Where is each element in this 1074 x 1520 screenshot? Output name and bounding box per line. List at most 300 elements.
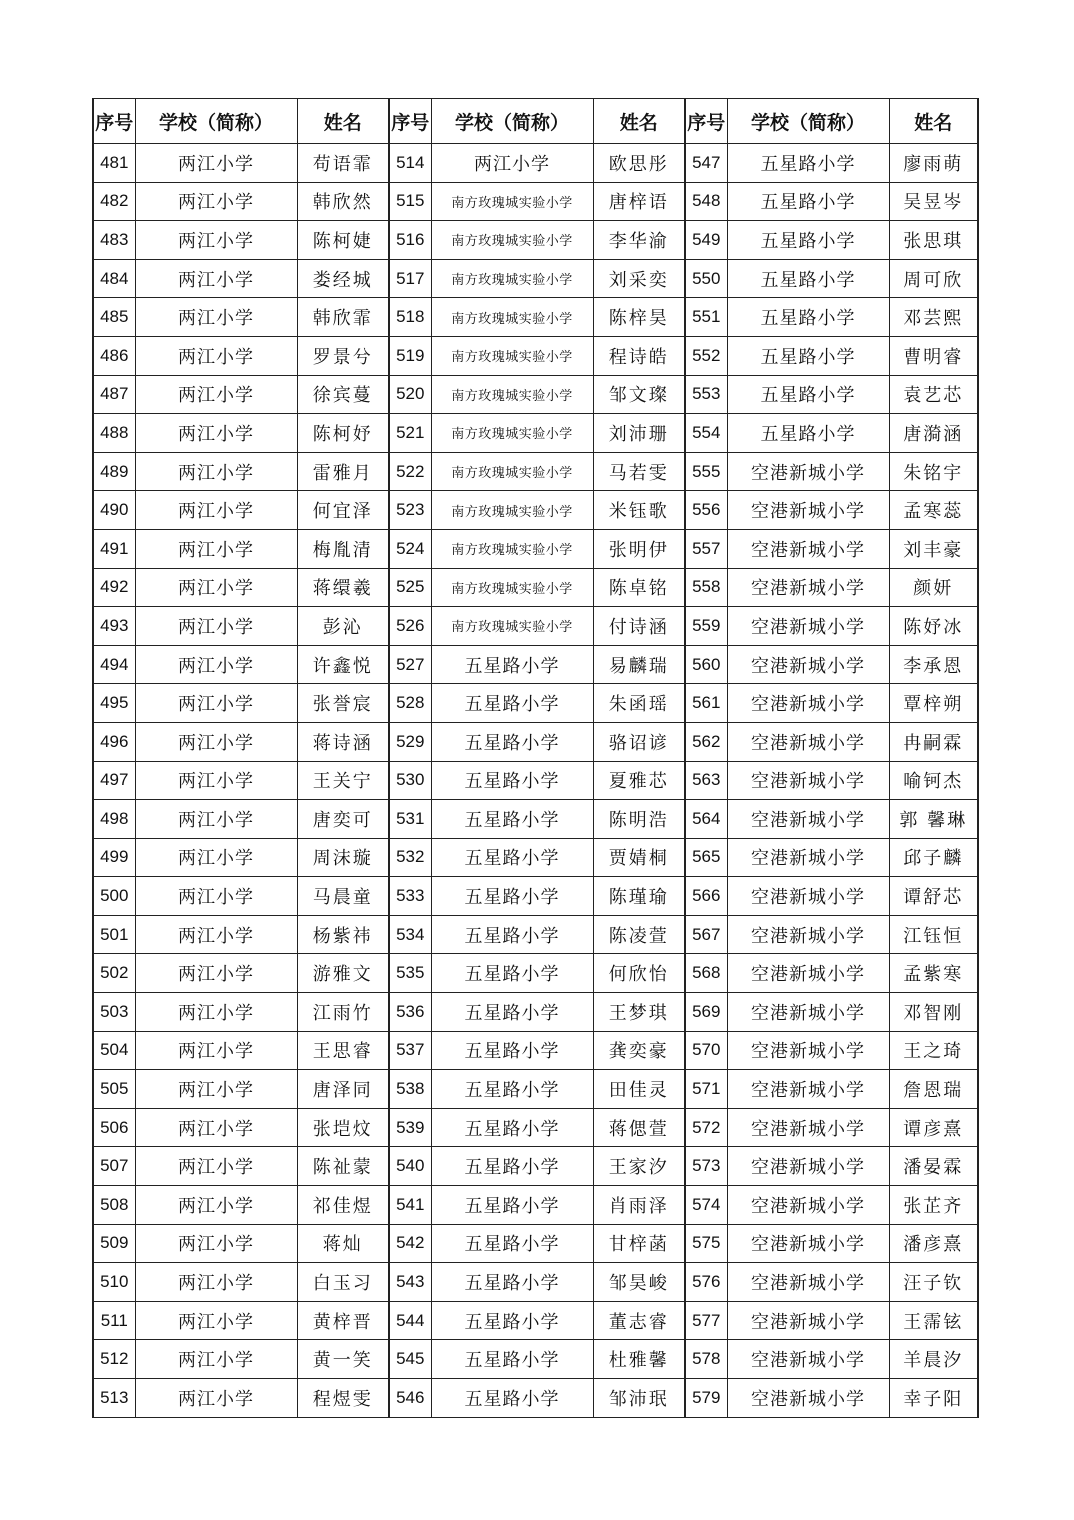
student-name-cell: 罗景兮 — [297, 336, 389, 375]
seq-cell: 539 — [389, 1108, 431, 1147]
school-cell: 空港新城小学 — [727, 1070, 889, 1109]
seq-cell: 549 — [685, 221, 727, 260]
student-name-cell: 夏雅芯 — [593, 761, 685, 800]
seq-cell: 572 — [685, 1108, 727, 1147]
school-cell: 两江小学 — [135, 1379, 297, 1418]
student-name-cell: 蒋缳羲 — [297, 568, 389, 607]
school-cell: 五星路小学 — [727, 182, 889, 221]
school-cell: 五星路小学 — [431, 1379, 593, 1418]
student-name-cell: 潘彦熹 — [889, 1224, 978, 1263]
table-row — [93, 144, 978, 183]
school-cell: 空港新城小学 — [727, 915, 889, 954]
school-cell: 五星路小学 — [431, 838, 593, 877]
school-cell: 空港新城小学 — [727, 1224, 889, 1263]
school-cell: 两江小学 — [135, 684, 297, 723]
student-name-cell: 黄梓晋 — [297, 1301, 389, 1340]
school-cell: 两江小学 — [135, 298, 297, 337]
table-row — [93, 298, 978, 337]
student-name-cell: 谭舒芯 — [889, 877, 978, 916]
seq-cell: 520 — [389, 375, 431, 414]
student-name-cell: 谭彦熹 — [889, 1108, 978, 1147]
school-cell: 五星路小学 — [727, 144, 889, 183]
student-name-cell: 黄一笑 — [297, 1340, 389, 1379]
seq-cell: 518 — [389, 298, 431, 337]
table-row — [93, 1070, 978, 1109]
school-cell: 南方玫瑰城实验小学 — [431, 375, 593, 414]
student-name-cell: 陈柯婕 — [297, 221, 389, 260]
seq-cell: 501 — [93, 915, 135, 954]
seq-cell: 490 — [93, 491, 135, 530]
seq-cell: 577 — [685, 1301, 727, 1340]
seq-cell: 571 — [685, 1070, 727, 1109]
student-name-cell: 覃梓朔 — [889, 684, 978, 723]
seq-cell: 500 — [93, 877, 135, 916]
seq-cell: 531 — [389, 800, 431, 839]
seq-cell: 566 — [685, 877, 727, 916]
student-name-cell: 詹恩瑞 — [889, 1070, 978, 1109]
student-name-cell: 唐梓语 — [593, 182, 685, 221]
student-name-cell: 王霈铉 — [889, 1301, 978, 1340]
student-name-cell: 游雅文 — [297, 954, 389, 993]
seq-cell: 491 — [93, 529, 135, 568]
seq-cell: 541 — [389, 1186, 431, 1225]
table-row — [93, 1147, 978, 1186]
student-name-cell: 邓智刚 — [889, 993, 978, 1032]
school-cell: 五星路小学 — [727, 259, 889, 298]
student-name-cell: 邹文璨 — [593, 375, 685, 414]
seq-cell: 579 — [685, 1379, 727, 1418]
table-row — [93, 1031, 978, 1070]
student-name-cell: 邓芸熙 — [889, 298, 978, 337]
table-row — [93, 915, 978, 954]
student-name-cell: 朱函瑶 — [593, 684, 685, 723]
school-cell: 两江小学 — [135, 607, 297, 646]
student-name-cell: 田佳灵 — [593, 1070, 685, 1109]
seq-cell: 546 — [389, 1379, 431, 1418]
school-cell: 空港新城小学 — [727, 800, 889, 839]
seq-cell: 524 — [389, 529, 431, 568]
student-name-cell: 欧思彤 — [593, 144, 685, 183]
seq-cell: 535 — [389, 954, 431, 993]
school-cell: 空港新城小学 — [727, 684, 889, 723]
table-row — [93, 221, 978, 260]
student-name-cell: 马晨童 — [297, 877, 389, 916]
student-name-cell: 吴昱岑 — [889, 182, 978, 221]
school-cell: 五星路小学 — [431, 761, 593, 800]
seq-cell: 529 — [389, 722, 431, 761]
student-name-cell: 王之琦 — [889, 1031, 978, 1070]
school-cell: 空港新城小学 — [727, 1186, 889, 1225]
table-row — [93, 645, 978, 684]
seq-cell: 560 — [685, 645, 727, 684]
header-row — [93, 99, 978, 144]
student-name-cell: 陈梓昊 — [593, 298, 685, 337]
table-row — [93, 993, 978, 1032]
school-cell: 空港新城小学 — [727, 838, 889, 877]
seq-cell: 484 — [93, 259, 135, 298]
table-row — [93, 259, 978, 298]
table-row — [93, 838, 978, 877]
roster-body — [93, 144, 978, 1418]
student-name-cell: 白玉习 — [297, 1263, 389, 1302]
student-name-cell: 喻钶杰 — [889, 761, 978, 800]
student-name-cell: 江钰恒 — [889, 915, 978, 954]
seq-cell: 543 — [389, 1263, 431, 1302]
student-name-cell: 蒋诗涵 — [297, 722, 389, 761]
student-name-cell: 付诗涵 — [593, 607, 685, 646]
student-name-cell: 蒋偲萱 — [593, 1108, 685, 1147]
student-name-cell: 王关宁 — [297, 761, 389, 800]
school-cell: 南方玫瑰城实验小学 — [431, 221, 593, 260]
school-cell: 五星路小学 — [431, 1301, 593, 1340]
school-cell: 空港新城小学 — [727, 877, 889, 916]
table-row — [93, 375, 978, 414]
school-cell: 南方玫瑰城实验小学 — [431, 259, 593, 298]
school-cell: 五星路小学 — [431, 1263, 593, 1302]
seq-cell: 492 — [93, 568, 135, 607]
seq-cell: 483 — [93, 221, 135, 260]
seq-cell: 498 — [93, 800, 135, 839]
school-cell: 两江小学 — [135, 1070, 297, 1109]
seq-cell: 525 — [389, 568, 431, 607]
seq-cell: 502 — [93, 954, 135, 993]
school-cell: 五星路小学 — [431, 1224, 593, 1263]
school-cell: 两江小学 — [431, 144, 593, 183]
student-name-cell: 许鑫悦 — [297, 645, 389, 684]
header-seq: 序号 — [93, 99, 135, 144]
seq-cell: 528 — [389, 684, 431, 723]
seq-cell: 547 — [685, 144, 727, 183]
seq-cell: 495 — [93, 684, 135, 723]
header-seq: 序号 — [685, 99, 727, 144]
school-cell: 两江小学 — [135, 182, 297, 221]
school-cell: 两江小学 — [135, 838, 297, 877]
school-cell: 两江小学 — [135, 1108, 297, 1147]
seq-cell: 536 — [389, 993, 431, 1032]
seq-cell: 512 — [93, 1340, 135, 1379]
seq-cell: 523 — [389, 491, 431, 530]
table-row — [93, 336, 978, 375]
student-name-cell: 羊晨汐 — [889, 1340, 978, 1379]
student-name-cell: 陈柯妤 — [297, 414, 389, 453]
school-cell: 五星路小学 — [431, 1070, 593, 1109]
seq-cell: 494 — [93, 645, 135, 684]
student-name-cell: 邱子麟 — [889, 838, 978, 877]
table-row — [93, 800, 978, 839]
table-row — [93, 722, 978, 761]
seq-cell: 530 — [389, 761, 431, 800]
seq-cell: 562 — [685, 722, 727, 761]
student-name-cell: 甘梓菡 — [593, 1224, 685, 1263]
school-cell: 两江小学 — [135, 877, 297, 916]
school-cell: 空港新城小学 — [727, 452, 889, 491]
seq-cell: 568 — [685, 954, 727, 993]
table-row — [93, 1263, 978, 1302]
student-name-cell: 苟语霏 — [297, 144, 389, 183]
student-name-cell: 王思睿 — [297, 1031, 389, 1070]
seq-cell: 517 — [389, 259, 431, 298]
student-name-cell: 郭 馨琳 — [889, 800, 978, 839]
table-row — [93, 954, 978, 993]
student-name-cell: 张垲炆 — [297, 1108, 389, 1147]
table-row — [93, 1186, 978, 1225]
student-name-cell: 孟紫寒 — [889, 954, 978, 993]
seq-cell: 534 — [389, 915, 431, 954]
school-cell: 五星路小学 — [431, 800, 593, 839]
student-name-cell: 董志睿 — [593, 1301, 685, 1340]
seq-cell: 559 — [685, 607, 727, 646]
seq-cell: 567 — [685, 915, 727, 954]
student-name-cell: 刘采奕 — [593, 259, 685, 298]
school-cell: 五星路小学 — [431, 1031, 593, 1070]
seq-cell: 550 — [685, 259, 727, 298]
school-cell: 五星路小学 — [727, 336, 889, 375]
school-cell: 两江小学 — [135, 800, 297, 839]
school-cell: 空港新城小学 — [727, 491, 889, 530]
school-cell: 南方玫瑰城实验小学 — [431, 529, 593, 568]
header-school: 学校（简称） — [727, 99, 889, 144]
seq-cell: 496 — [93, 722, 135, 761]
student-name-cell: 刘丰豪 — [889, 529, 978, 568]
student-name-cell: 袁艺芯 — [889, 375, 978, 414]
student-name-cell: 陈卓铭 — [593, 568, 685, 607]
header-school: 学校（简称） — [431, 99, 593, 144]
school-cell: 南方玫瑰城实验小学 — [431, 336, 593, 375]
student-name-cell: 王家汐 — [593, 1147, 685, 1186]
school-cell: 两江小学 — [135, 259, 297, 298]
school-cell: 两江小学 — [135, 1224, 297, 1263]
school-cell: 五星路小学 — [431, 877, 593, 916]
seq-cell: 538 — [389, 1070, 431, 1109]
seq-cell: 503 — [93, 993, 135, 1032]
seq-cell: 516 — [389, 221, 431, 260]
seq-cell: 574 — [685, 1186, 727, 1225]
seq-cell: 488 — [93, 414, 135, 453]
student-name-cell: 何欣怡 — [593, 954, 685, 993]
seq-cell: 573 — [685, 1147, 727, 1186]
student-name-cell: 陈凌萱 — [593, 915, 685, 954]
table-row — [93, 1224, 978, 1263]
school-cell: 两江小学 — [135, 1031, 297, 1070]
table-row — [93, 607, 978, 646]
school-cell: 五星路小学 — [431, 1147, 593, 1186]
school-cell: 南方玫瑰城实验小学 — [431, 182, 593, 221]
school-cell: 两江小学 — [135, 1263, 297, 1302]
seq-cell: 507 — [93, 1147, 135, 1186]
table-row — [93, 182, 978, 221]
seq-cell: 519 — [389, 336, 431, 375]
seq-cell: 533 — [389, 877, 431, 916]
seq-cell: 487 — [93, 375, 135, 414]
school-cell: 空港新城小学 — [727, 1340, 889, 1379]
seq-cell: 510 — [93, 1263, 135, 1302]
seq-cell: 532 — [389, 838, 431, 877]
seq-cell: 527 — [389, 645, 431, 684]
table-row — [93, 1301, 978, 1340]
school-cell: 两江小学 — [135, 144, 297, 183]
student-name-cell: 杨紫祎 — [297, 915, 389, 954]
student-name-cell: 米钰歌 — [593, 491, 685, 530]
student-name-cell: 陈妤冰 — [889, 607, 978, 646]
seq-cell: 569 — [685, 993, 727, 1032]
school-cell: 两江小学 — [135, 414, 297, 453]
seq-cell: 486 — [93, 336, 135, 375]
student-name-cell: 周沫璇 — [297, 838, 389, 877]
seq-cell: 558 — [685, 568, 727, 607]
seq-cell: 554 — [685, 414, 727, 453]
student-name-cell: 韩欣然 — [297, 182, 389, 221]
student-name-cell: 徐宾蔓 — [297, 375, 389, 414]
student-name-cell: 王梦琪 — [593, 993, 685, 1032]
header-name: 姓名 — [297, 99, 389, 144]
school-cell: 五星路小学 — [727, 375, 889, 414]
school-cell: 五星路小学 — [431, 684, 593, 723]
student-name-cell: 马若雯 — [593, 452, 685, 491]
student-name-cell: 孟寒蕊 — [889, 491, 978, 530]
school-cell: 南方玫瑰城实验小学 — [431, 452, 593, 491]
seq-cell: 561 — [685, 684, 727, 723]
school-cell: 空港新城小学 — [727, 568, 889, 607]
school-cell: 两江小学 — [135, 529, 297, 568]
student-name-cell: 肖雨泽 — [593, 1186, 685, 1225]
student-name-cell: 易麟瑞 — [593, 645, 685, 684]
student-name-cell: 朱铭宇 — [889, 452, 978, 491]
student-name-cell: 贾婧桐 — [593, 838, 685, 877]
seq-cell: 556 — [685, 491, 727, 530]
school-cell: 五星路小学 — [431, 1108, 593, 1147]
student-name-cell: 陈祉蒙 — [297, 1147, 389, 1186]
school-cell: 空港新城小学 — [727, 1108, 889, 1147]
header-seq: 序号 — [389, 99, 431, 144]
seq-cell: 545 — [389, 1340, 431, 1379]
student-name-cell: 程诗皓 — [593, 336, 685, 375]
school-cell: 空港新城小学 — [727, 645, 889, 684]
school-cell: 两江小学 — [135, 336, 297, 375]
school-cell: 空港新城小学 — [727, 761, 889, 800]
student-name-cell: 陈明浩 — [593, 800, 685, 839]
table-row — [93, 452, 978, 491]
student-name-cell: 张誉宸 — [297, 684, 389, 723]
seq-cell: 575 — [685, 1224, 727, 1263]
seq-cell: 513 — [93, 1379, 135, 1418]
table-row — [93, 1108, 978, 1147]
seq-cell: 505 — [93, 1070, 135, 1109]
seq-cell: 565 — [685, 838, 727, 877]
school-cell: 空港新城小学 — [727, 1031, 889, 1070]
school-cell: 两江小学 — [135, 1340, 297, 1379]
student-name-cell: 张芷齐 — [889, 1186, 978, 1225]
seq-cell: 526 — [389, 607, 431, 646]
seq-cell: 570 — [685, 1031, 727, 1070]
seq-cell: 506 — [93, 1108, 135, 1147]
school-cell: 南方玫瑰城实验小学 — [431, 298, 593, 337]
student-name-cell: 何宜泽 — [297, 491, 389, 530]
header-name: 姓名 — [889, 99, 978, 144]
seq-cell: 544 — [389, 1301, 431, 1340]
school-cell: 两江小学 — [135, 452, 297, 491]
student-name-cell: 龚奕豪 — [593, 1031, 685, 1070]
seq-cell: 548 — [685, 182, 727, 221]
school-cell: 五星路小学 — [431, 954, 593, 993]
school-cell: 两江小学 — [135, 221, 297, 260]
student-name-cell: 潘晏霖 — [889, 1147, 978, 1186]
school-cell: 五星路小学 — [727, 298, 889, 337]
table-row — [93, 414, 978, 453]
roster-table — [92, 98, 979, 1418]
student-name-cell: 蒋灿 — [297, 1224, 389, 1263]
header-school: 学校（简称） — [135, 99, 297, 144]
student-name-cell: 唐奕可 — [297, 800, 389, 839]
student-name-cell: 江雨竹 — [297, 993, 389, 1032]
seq-cell: 557 — [685, 529, 727, 568]
student-name-cell: 彭沁 — [297, 607, 389, 646]
school-cell: 空港新城小学 — [727, 607, 889, 646]
seq-cell: 537 — [389, 1031, 431, 1070]
student-name-cell: 冉嗣霖 — [889, 722, 978, 761]
student-name-cell: 唐漪涵 — [889, 414, 978, 453]
seq-cell: 551 — [685, 298, 727, 337]
student-name-cell: 张明伊 — [593, 529, 685, 568]
school-cell: 两江小学 — [135, 645, 297, 684]
seq-cell: 489 — [93, 452, 135, 491]
student-name-cell: 刘沛珊 — [593, 414, 685, 453]
school-cell: 空港新城小学 — [727, 993, 889, 1032]
student-name-cell: 曹明睿 — [889, 336, 978, 375]
school-cell: 空港新城小学 — [727, 1147, 889, 1186]
student-name-cell: 幸子阳 — [889, 1379, 978, 1418]
table-row — [93, 529, 978, 568]
seq-cell: 563 — [685, 761, 727, 800]
student-name-cell: 陈瑾瑜 — [593, 877, 685, 916]
student-name-cell: 周可欣 — [889, 259, 978, 298]
table-row — [93, 684, 978, 723]
seq-cell: 482 — [93, 182, 135, 221]
student-name-cell: 骆诏谚 — [593, 722, 685, 761]
school-cell: 五星路小学 — [431, 1340, 593, 1379]
student-name-cell: 程煜雯 — [297, 1379, 389, 1418]
seq-cell: 522 — [389, 452, 431, 491]
school-cell: 空港新城小学 — [727, 1379, 889, 1418]
student-name-cell: 娄经城 — [297, 259, 389, 298]
student-name-cell: 杜雅馨 — [593, 1340, 685, 1379]
school-cell: 两江小学 — [135, 1147, 297, 1186]
school-cell: 空港新城小学 — [727, 954, 889, 993]
student-name-cell: 李承恩 — [889, 645, 978, 684]
school-cell: 两江小学 — [135, 993, 297, 1032]
school-cell: 空港新城小学 — [727, 529, 889, 568]
school-cell: 南方玫瑰城实验小学 — [431, 607, 593, 646]
student-name-cell: 韩欣霏 — [297, 298, 389, 337]
school-cell: 空港新城小学 — [727, 1301, 889, 1340]
table-row — [93, 877, 978, 916]
seq-cell: 504 — [93, 1031, 135, 1070]
student-name-cell: 邹昊峻 — [593, 1263, 685, 1302]
student-name-cell: 汪子钦 — [889, 1263, 978, 1302]
school-cell: 两江小学 — [135, 915, 297, 954]
school-cell: 两江小学 — [135, 568, 297, 607]
table-row — [93, 491, 978, 530]
school-cell: 两江小学 — [135, 761, 297, 800]
seq-cell: 552 — [685, 336, 727, 375]
student-name-cell: 唐泽同 — [297, 1070, 389, 1109]
student-name-cell: 颜妍 — [889, 568, 978, 607]
school-cell: 两江小学 — [135, 491, 297, 530]
table-row — [93, 761, 978, 800]
table-row — [93, 1340, 978, 1379]
school-cell: 五星路小学 — [431, 722, 593, 761]
student-name-cell: 张思琪 — [889, 221, 978, 260]
school-cell: 两江小学 — [135, 375, 297, 414]
